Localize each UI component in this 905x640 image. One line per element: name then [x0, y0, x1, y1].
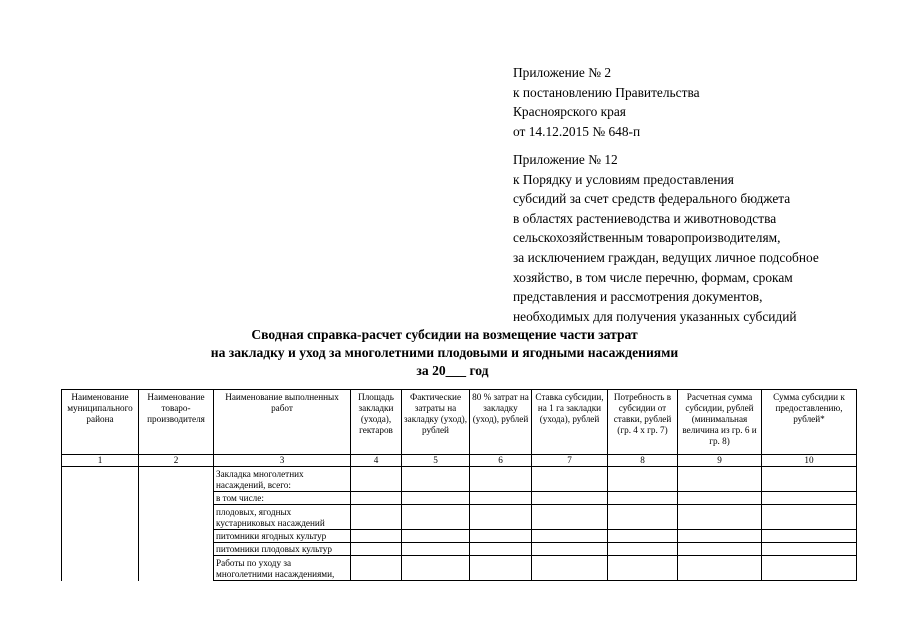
table-cell [678, 492, 762, 505]
work-type-cell: в том числе: [214, 492, 351, 505]
table-cell [762, 556, 857, 581]
table-cell [470, 492, 532, 505]
column-number: 1 [62, 455, 139, 467]
annex-line: хозяйство, в том числе перечню, формам, срокам [513, 269, 793, 285]
table-cell [351, 530, 402, 543]
annex-line: от 14.12.2015 № 648-п [513, 123, 641, 139]
table-cell [762, 543, 857, 556]
column-number: 7 [532, 455, 608, 467]
annex-line: в областях растениеводства и животноводства [513, 210, 777, 226]
table-cell [532, 556, 608, 581]
table-cell [532, 492, 608, 505]
work-type-cell: Работы по уходу за многолетними насаждениями, [214, 556, 351, 581]
table-cell [762, 492, 857, 505]
table-cell [402, 543, 470, 556]
table-cell [608, 556, 678, 581]
work-type-cell: питомники плодовых культур [214, 543, 351, 556]
annex-line: Красноярского края [513, 104, 626, 120]
table-cell [608, 530, 678, 543]
annex-line: субсидий за счет средств федерального бюджета [513, 191, 791, 207]
table-cell [678, 505, 762, 530]
table-cell [351, 543, 402, 556]
annex-line: к постановлению Правительства [513, 84, 700, 100]
table-cell [532, 543, 608, 556]
table-cell [470, 556, 532, 581]
table-cell [532, 530, 608, 543]
table-cell [762, 505, 857, 530]
column-header: Расчетная сумма субсидии, рублей (минимальная величина из гр. 6 и гр. 8) [678, 390, 762, 455]
annex-2-reference [513, 63, 700, 141]
annex-line: необходимых для получения указанных субсидий [513, 308, 797, 324]
annex-line: сельскохозяйственным товаропроизводителям, [513, 230, 781, 246]
document-title-line-2: на закладку и уход за многолетними плодовыми и ягодными насаждениями [210, 345, 679, 360]
column-number: 6 [470, 455, 532, 467]
table-cell [678, 543, 762, 556]
table-cell [608, 492, 678, 505]
table-cell [351, 505, 402, 530]
table-cell [608, 505, 678, 530]
table-cell [402, 467, 470, 492]
column-header: Ставка субсидии, на 1 га закладки (ухода), рублей [532, 390, 608, 455]
column-number: 2 [139, 455, 214, 467]
table-cell [470, 530, 532, 543]
table-cell [470, 467, 532, 492]
table-cell [351, 556, 402, 581]
table-cell [470, 543, 532, 556]
column-header: Фактические затраты на закладку (уход), рублей [402, 390, 470, 455]
table-cell [608, 543, 678, 556]
column-header: Наименование выполненных работ [214, 390, 351, 455]
table-cell [351, 492, 402, 505]
annex-line: Приложение № 2 [513, 65, 612, 80]
table-cell [532, 467, 608, 492]
annex-12-reference [513, 150, 819, 326]
table-cell [678, 467, 762, 492]
annex-line: представления и рассмотрения документов, [513, 289, 763, 305]
subsidy-calculation-table [61, 389, 857, 581]
district-cell [62, 467, 139, 581]
table-cell [762, 530, 857, 543]
column-number: 5 [402, 455, 470, 467]
table-cell [351, 467, 402, 492]
column-header: Наименование муниципального района [62, 390, 139, 455]
column-number-row [62, 455, 857, 467]
column-number: 9 [678, 455, 762, 467]
annex-line: Приложение № 12 [513, 152, 618, 167]
table-cell [402, 530, 470, 543]
column-header: 80 % затрат на закладку (уход), рублей [470, 390, 532, 455]
column-header: Площадь закладки (ухода), гектаров [351, 390, 402, 455]
table-cell [608, 467, 678, 492]
table-cell [678, 530, 762, 543]
document-title-year: за 20___ год [416, 363, 489, 378]
column-number: 4 [351, 455, 402, 467]
column-number: 3 [214, 455, 351, 467]
table-cell [402, 556, 470, 581]
table-cell [470, 505, 532, 530]
work-type-cell: плодовых, ягодных кустарниковых насаждений [214, 505, 351, 530]
table-cell [402, 505, 470, 530]
column-header: Сумма субсидии к предоставлению, рублей* [762, 390, 857, 455]
annex-line: за исключением граждан, ведущих личное подсобное [513, 249, 819, 265]
table-cell [532, 505, 608, 530]
column-number: 10 [762, 455, 857, 467]
table-header-row [62, 390, 857, 455]
column-header: Потребность в субсидии от ставки, рублей (гр. 4 х гр. 7) [608, 390, 678, 455]
producer-cell [139, 467, 214, 581]
work-type-cell: Закладка многолетних насаждений, всего: [214, 467, 351, 492]
table-cell [762, 467, 857, 492]
annex-line: к Порядку и условиям предоставления [513, 171, 734, 187]
column-number: 8 [608, 455, 678, 467]
document-title-line-1: Сводная справка-расчет субсидии на возмещение части затрат [251, 327, 638, 342]
table-cell [678, 556, 762, 581]
table-row [62, 467, 857, 492]
work-type-cell: питомники ягодных культур [214, 530, 351, 543]
column-header: Наименование товаро-производителя [139, 390, 214, 455]
table-cell [402, 492, 470, 505]
